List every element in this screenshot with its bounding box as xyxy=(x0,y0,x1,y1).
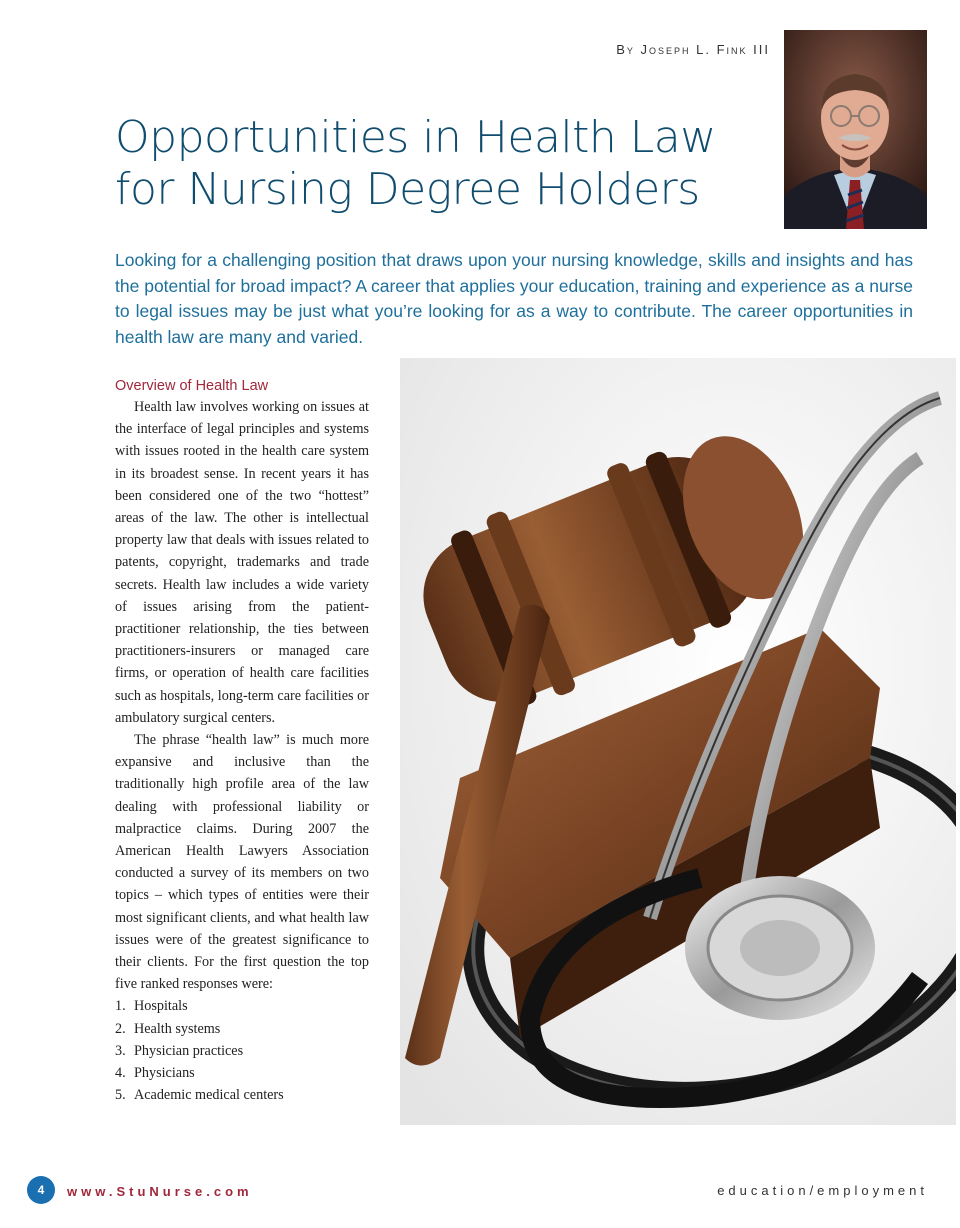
list-item xyxy=(115,1084,369,1106)
title-line-1: Opportunities in Health Law xyxy=(115,112,716,163)
list-item xyxy=(115,1040,369,1062)
list-item xyxy=(115,1062,369,1084)
list-item-number: 1. xyxy=(115,998,126,1015)
footer-section-label: education/employment xyxy=(717,1183,928,1198)
list-item-text: Physician practices xyxy=(134,1042,244,1059)
title-line-2: for Nursing Degree Holders xyxy=(115,164,700,215)
article-title xyxy=(115,112,755,216)
client-list xyxy=(115,995,369,1106)
list-item-number: 5. xyxy=(115,1087,126,1104)
author-portrait xyxy=(784,30,927,229)
body-column xyxy=(115,376,369,1107)
list-item-text: Physicians xyxy=(134,1065,195,1082)
list-item xyxy=(115,995,369,1017)
list-item-text: Academic medical centers xyxy=(134,1087,284,1104)
page-number-badge: 4 xyxy=(27,1176,55,1204)
lede-paragraph: Looking for a challenging position that draws upon your nursing knowledge, skills and insights and has the potential for broad impact? A career that applies your education, training and experience as a nurse to legal issues may be just what you’re looking for as a way to contribute. The career opportunities in health law are many and varied. xyxy=(115,250,913,347)
byline: By Joseph L. Fink III xyxy=(616,42,770,57)
list-item-number: 2. xyxy=(115,1020,126,1037)
footer-site-link[interactable]: www.StuNurse.com xyxy=(67,1184,253,1199)
list-item-text: Health systems xyxy=(134,1020,221,1037)
list-item-text: Hospitals xyxy=(134,998,188,1015)
list-item-number: 4. xyxy=(115,1065,126,1082)
list-item-number: 3. xyxy=(115,1042,126,1059)
body-paragraph-2: The phrase “health law” is much more expansive and inclusive than the traditionally high profile area of the law dealing with professional liability or malpractice claims. During 2007 the American Health Lawyers Association conducted a survey of its members on two topics – which types of entities were their most significant clients, and what health law issues were of the greatest significance to their clients. For the first question the top five ranked responses were: xyxy=(115,732,369,993)
section-heading: Overview of Health Law xyxy=(115,378,269,394)
gavel-stethoscope-photo xyxy=(400,358,956,1125)
body-paragraph-1: Health law involves working on issues at the interface of legal principles and systems with issues rooted in the health care system in its broadest sense. In recent years it has been considered one of the two “hottest” areas of the law. The other is intellectual property law that deals with issues related to patents, copyright, trademarks and trade secrets. Health law includes a wide variety of issues arising from the patient-practitioner relationship, the ties between practitioners-insurers or managed care firms, or operation of health care facilities such as hospitals, long-term care facilities or ambulatory surgical centers. xyxy=(115,399,369,726)
list-item xyxy=(115,1018,369,1040)
